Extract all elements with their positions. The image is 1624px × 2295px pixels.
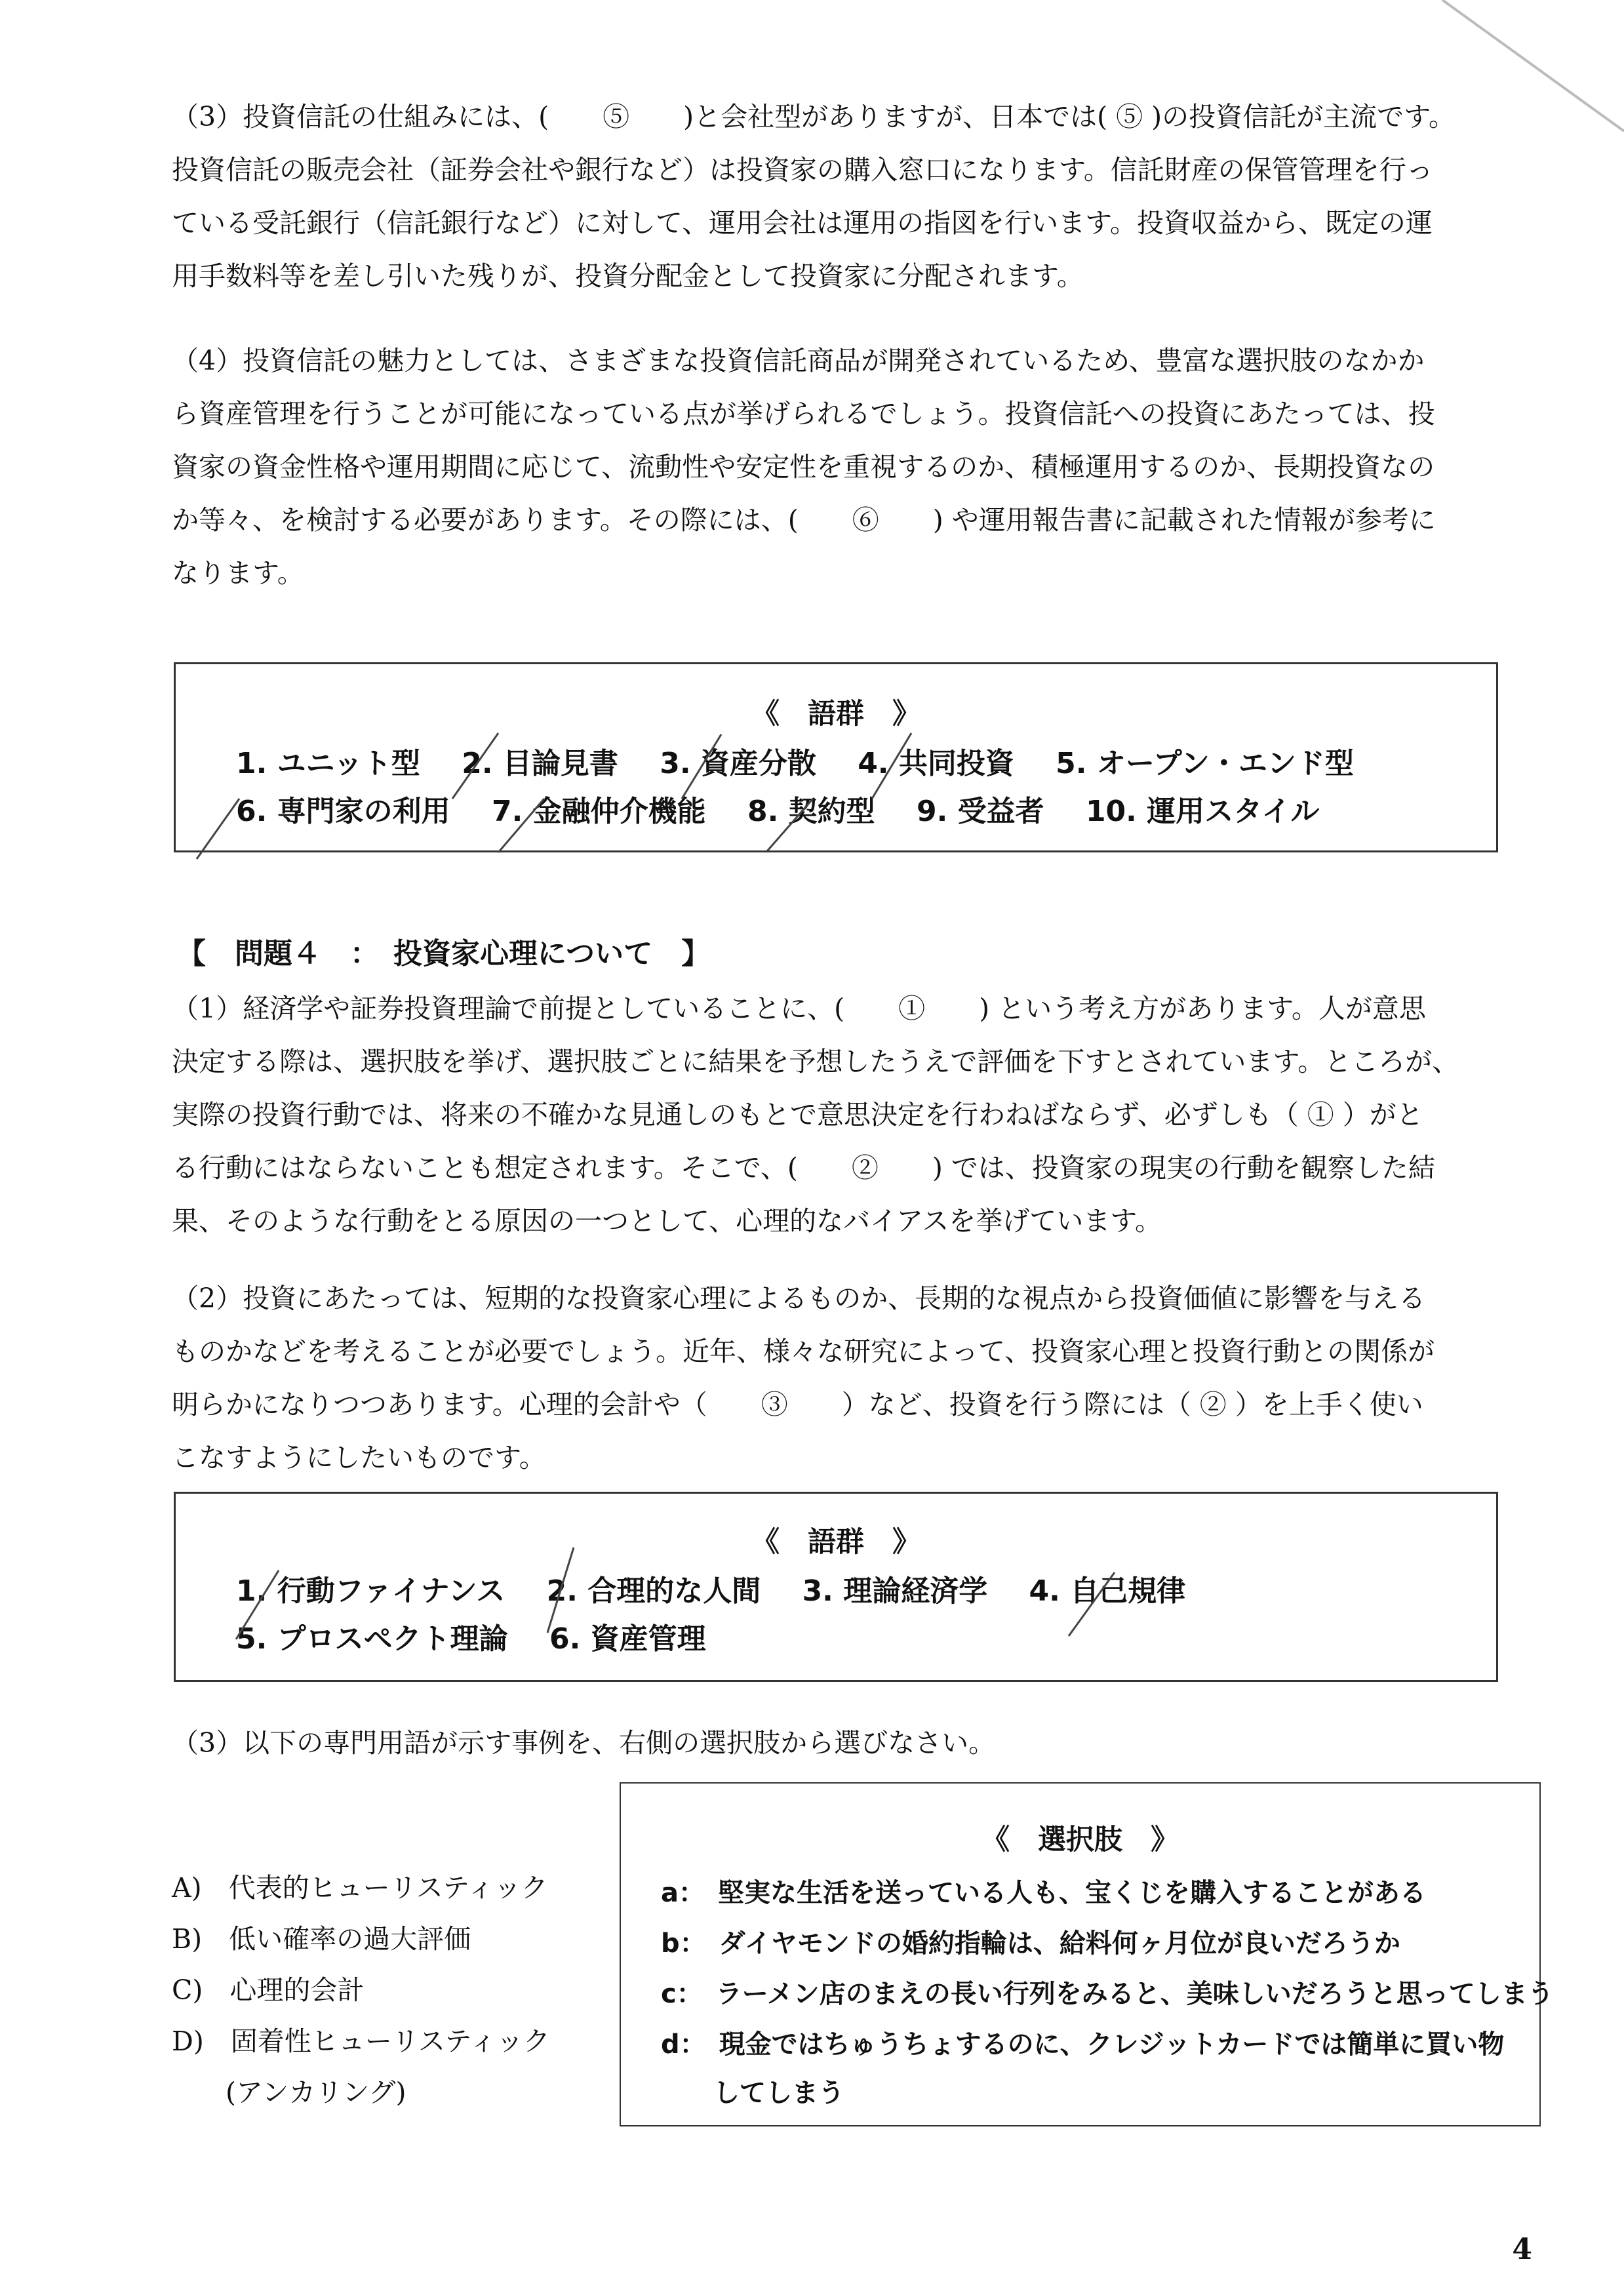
text-line: 果、そのような行動をとる原因の一つとして、心理的なバイアスを挙げています。 [172, 1205, 1162, 1237]
text-line: 用手数料等を差し引いた残りが、投資分配金として投資家に分配されます。 [172, 260, 1084, 292]
term-item: C) 心理的会計 [172, 1974, 365, 2006]
term-item: B) 低い確率の過大評価 [172, 1923, 471, 1955]
word-option: 9. 受益者 [916, 795, 1044, 828]
word-box-row [236, 740, 1385, 782]
word-option: 7. 金融仲介機能 [491, 795, 706, 828]
word-option: 4. 自己規律 [1029, 1574, 1186, 1608]
text-line: （1）経済学や証券投資理論で前提としていることに、( ① ) という考え方があります。人が意思 [172, 993, 1426, 1024]
word-box-2 [174, 1492, 1498, 1682]
text-line: 資家の資金性格や運用期間に応じて、流動性や安定性を重視するのか、積極運用するのか、長期投資なの [172, 451, 1435, 483]
text-line: （2）投資にあたっては、短期的な投資家心理によるものか、長期的な視点から投資価値に影響を与える [172, 1283, 1426, 1314]
word-box-row [236, 1567, 1217, 1609]
text-line: か等々、を検討する必要があります。その際には、( ⑥ ) や運用報告書に記載された情報が参考に [172, 504, 1436, 536]
text-line: ている受託銀行（信託銀行など）に対して、運用会社は運用の指図を行います。投資収益から、既定の運 [172, 207, 1433, 239]
word-option: 1. 行動ファイナンス [236, 1574, 505, 1608]
text-line: る行動にはならないことも想定されます。そこで、( ② ) では、投資家の現実の行動を観察した結 [172, 1152, 1435, 1184]
word-option: 6. 専門家の利用 [236, 795, 450, 828]
text-line: 投資信託の販売会社（証券会社や銀行など）は投資家の購入窓口になります。信託財産の保管管理を行っ [172, 154, 1433, 186]
term-item: A) 代表的ヒューリスティック [172, 1872, 548, 1904]
choice-item: c： ラーメン店のまえの長い行列をみると、美味しいだろうと思ってしまう [661, 1979, 1554, 2009]
word-box-row [236, 788, 1351, 829]
terms-list [172, 1862, 550, 2118]
paragraph-problem-4-part-2 [172, 1272, 1522, 1485]
text-line: ら資産管理を行うことが可能になっている点が挙げられるでしょう。投資信託への投資にあたっては、投 [172, 398, 1435, 429]
word-box-title: 《 語群 》 [751, 1526, 921, 1559]
choice-item: a： 堅実な生活を送っている人も、宝くじを購入することがある [661, 1878, 1426, 1908]
paragraph-problem-4-part-1 [172, 982, 1522, 1248]
word-option: 6. 資産管理 [549, 1622, 706, 1656]
word-option: 3. 資産分散 [660, 747, 816, 780]
word-box-title: 《 語群 》 [751, 698, 921, 730]
choice-item: してしまう [661, 2078, 844, 2108]
term-item: D) 固着性ヒューリスティック [172, 2026, 550, 2057]
text-line: （3）投資信託の仕組みには、( ⑤ )と会社型がありますが、日本では( ⑤ )の投資信託が主流です。 [172, 101, 1456, 132]
term-item: (アンカリング) [172, 2077, 406, 2108]
paragraph-section-3-investment-trust-structure [172, 90, 1522, 303]
word-option: 2. 目論見書 [462, 747, 618, 780]
text-line: （4）投資信託の魅力としては、さまざまな投資信託商品が開発されているため、豊富な選択肢のなかか [172, 345, 1425, 376]
paragraph-section-4-investment-trust-appeal [172, 334, 1522, 600]
word-option: 5. プロスペクト理論 [236, 1622, 508, 1656]
choices-box-title: 《 選択肢 》 [981, 1824, 1179, 1856]
text-line: 実際の投資行動では、将来の不確かな見通しのもとで意思決定を行わねばならず、必ずしも（ ① ）がと [172, 1099, 1423, 1130]
choice-item: b： ダイヤモンドの婚約指輪は、給料何ヶ月位が良いだろうか [661, 1928, 1400, 1959]
text-line: 決定する際は、選択肢を挙げ、選択肢ごとに結果を予想したうえで評価を下すとされています。ところが、 [172, 1046, 1459, 1077]
text-line: なります。 [172, 557, 304, 589]
word-option: 5. オープン・エンド型 [1056, 747, 1354, 780]
word-option: 4. 共同投資 [858, 747, 1014, 780]
word-option: 1. ユニット型 [236, 747, 420, 780]
choice-item: d： 現金ではちゅうちょするのに、クレジットカードでは簡単に買い物 [661, 2029, 1505, 2060]
text-line: （3）以下の専門用語が示す事例を、右側の選択肢から選びなさい。 [172, 1727, 996, 1759]
word-option: 2. 合理的な人間 [546, 1574, 761, 1608]
word-box-1 [174, 662, 1498, 852]
word-option: 8. 契約型 [747, 795, 875, 828]
text-line: ものかなどを考えることが必要でしょう。近年、様々な研究によって、投資家心理と投資行動との関係が [172, 1336, 1435, 1367]
word-option: 10. 運用スタイル [1085, 795, 1320, 828]
word-box-row [236, 1615, 738, 1657]
page-number: 4 [1512, 2233, 1532, 2266]
text-line: こなすようにしたいものです。 [172, 1442, 546, 1473]
text-line: 明らかになりつつあります。心理的会計や（ ③ ）など、投資を行う際には（ ② ）を上手く使い [172, 1389, 1423, 1420]
problem-4-part-3-instruction [172, 1717, 1522, 1770]
word-option: 3. 理論経済学 [802, 1574, 988, 1608]
problem-4-heading: 【 問題４ ： 投資家心理について 】 [177, 937, 711, 970]
